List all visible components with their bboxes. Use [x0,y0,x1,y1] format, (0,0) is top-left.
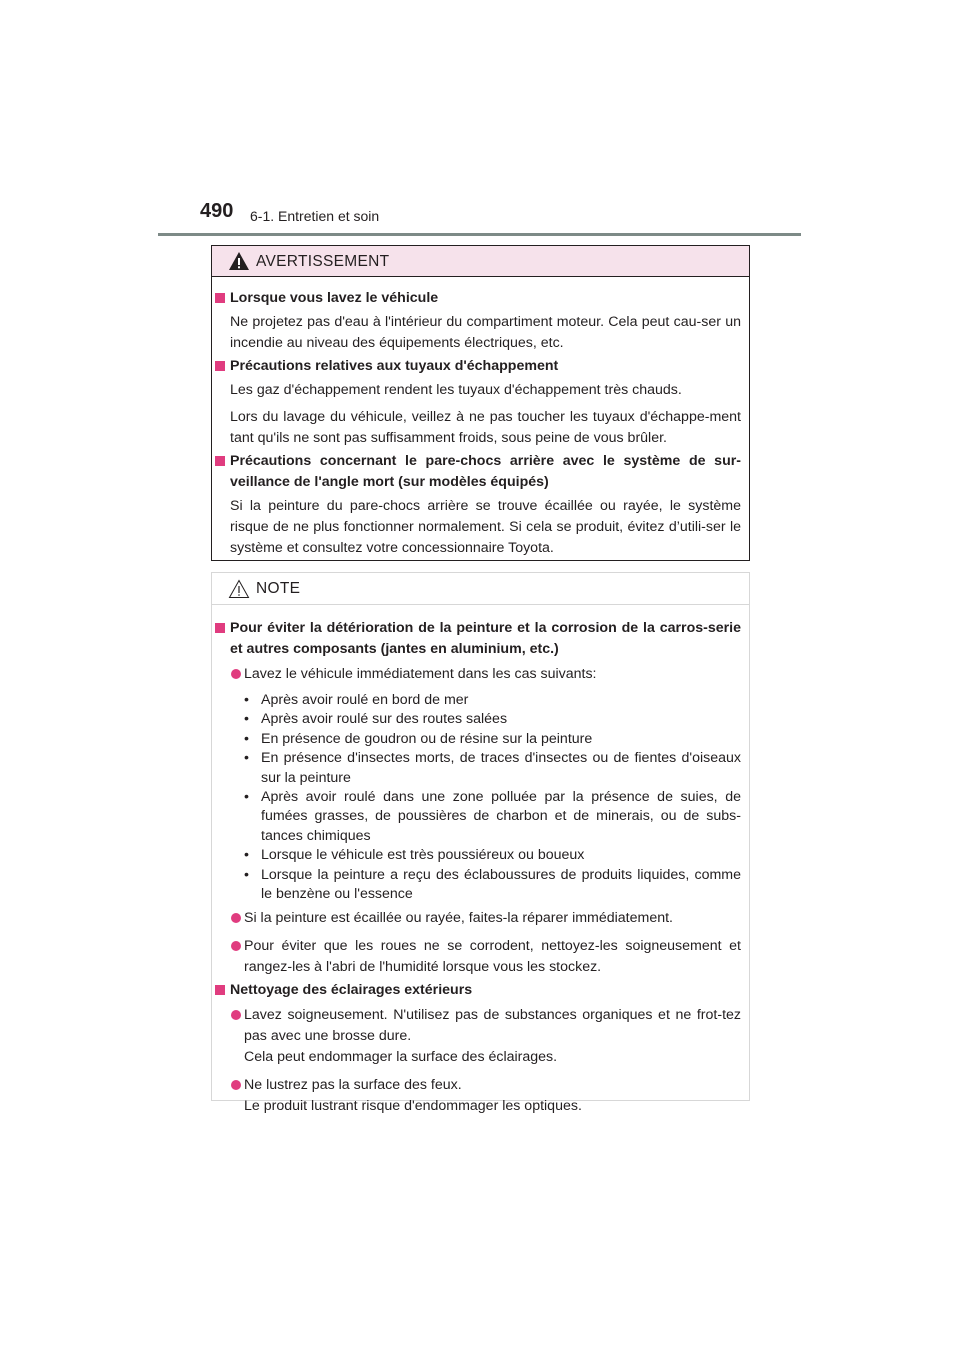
note-subitem-text: Si la peinture est écaillée ou rayée, faites-la réparer immédiatement. [244,910,673,927]
note-title: NOTE [256,580,301,597]
note-header [212,573,749,605]
note-subitem-text: Lavez le véhicule immédiatement dans les cas suivants: [244,666,597,682]
warning-box [211,245,750,561]
note-subitem-text: Le produit lustrant risque d'endommager les optiques. [244,1098,582,1115]
list-item: • Après avoir roulé dans une zone polluée par la présence de suies, de fumées grasses, de poussières de charbon et de minerais, ou de subs-tances chimiques [244,789,741,844]
caution-outline-triangle-icon [228,579,250,599]
warning-item [212,356,741,449]
note-body [212,605,749,1117]
note-subitem-text: Lavez soigneusement. N'utilisez pas de substances organiques et ne frot-tez pas avec une brosse dure. [244,1007,741,1045]
warning-header [212,246,749,277]
square-bullet-icon [215,361,225,371]
warning-item-text: Si la peinture du pare-chocs arrière se trouve écaillée ou rayée, le système risque de ne plus fonctionner normalement. Si cela se produit, évitez d’utili-ser le système et consultez votre concessionnaire Toyota. [230,498,741,556]
square-bullet-icon [215,985,225,995]
warning-item [212,288,741,354]
note-subitem [230,664,741,685]
list-item: • Après avoir roulé en bord de mer [244,692,469,708]
list-item: • En présence d'insectes morts, de traces d'insectes ou de fientes d'oiseaux sur la peinture [244,750,741,786]
warning-item-title: Précautions concernant le pare-chocs arrière avec le système de sur-veillance de l'angle mort (sur modèles équipés) [230,453,741,490]
round-bullet-icon [231,1010,241,1020]
round-bullet-icon [231,913,241,923]
warning-triangle-icon [228,251,250,271]
round-bullet-icon [231,941,241,951]
warning-item-title: Lorsque vous lavez le véhicule [230,290,439,306]
list-item-text: Lorsque la peinture a reçu des éclaboussures de produits liquides, comme le benzène ou l'essence [261,866,741,903]
note-subitem-text: Pour éviter que les roues ne se corrodent, nettoyez-les soigneusement et rangez-les à l'abri de l'humidité lorsque vous les stockez. [244,938,741,976]
note-subitem [230,936,741,978]
note-item [212,618,741,978]
round-bullet-icon [231,669,241,679]
note-bullet-list [230,691,741,904]
section-title: 6-1. Entretien et soin [250,208,380,224]
warning-item-text: Lors du lavage du véhicule, veillez à ne pas toucher les tuyaux d'échappe-ment tant qu'ils ne sont pas suffisamment froids, sous peine de vous brûler. [230,409,741,446]
square-bullet-icon [215,456,225,466]
note-item-title: Pour éviter la détérioration de la peinture et la corrosion de la carros-serie et autres composants (jantes en aluminium, etc.) [230,620,741,657]
list-item-text: En présence d'insectes morts, de traces d'insectes ou de fientes d'oiseaux sur la peinture [261,750,741,786]
note-item-title: Nettoyage des éclairages extérieurs [230,982,473,999]
list-item-text: Après avoir roulé dans une zone polluée par la présence de suies, de fumées grasses, de poussières de charbon et de minerais, ou de subs-tances chimiques [261,789,741,844]
note-subitem-text: Ne lustrez pas la surface des feux. [244,1077,462,1094]
list-item: • Lorsque la peinture a reçu des éclaboussures de produits liquides, comme le benzène ou l'essence [244,866,741,903]
list-item: • En présence de goudron ou de résine sur la peinture [244,730,593,747]
note-box [211,572,750,1115]
list-item-text: Après avoir roulé sur des routes salées [261,711,508,728]
warning-item-text: Ne projetez pas d'eau à l'intérieur du compartiment moteur. Cela peut cau-ser un incendie au niveau des équipements électriques, etc. [230,314,741,351]
warning-body [212,277,749,559]
note-subitem [230,1075,741,1117]
warning-item-text: Les gaz d'échappement rendent les tuyaux d'échappement très chauds. [230,382,682,398]
square-bullet-icon [215,293,225,303]
header-rule [158,233,801,236]
round-bullet-icon [231,1080,241,1090]
warning-item-title: Précautions relatives aux tuyaux d'échappement [230,358,559,374]
square-bullet-icon [215,623,225,633]
list-item: • Après avoir roulé sur des routes salées [244,711,508,728]
list-item: • Lorsque le véhicule est très poussiéreux ou boueux [244,847,585,864]
note-subitem [230,1005,741,1068]
page-number: 490 [200,200,234,222]
list-item-text: Lorsque le véhicule est très poussiéreux ou boueux [261,847,585,864]
note-subitem [230,908,741,929]
warning-item [212,451,741,559]
warning-title: AVERTISSEMENT [256,252,390,270]
note-subitem-text: Cela peut endommager la surface des éclairages. [244,1049,558,1066]
note-item [212,980,741,1117]
list-item-text: Après avoir roulé en bord de mer [261,692,469,708]
list-item-text: En présence de goudron ou de résine sur la peinture [261,730,593,747]
